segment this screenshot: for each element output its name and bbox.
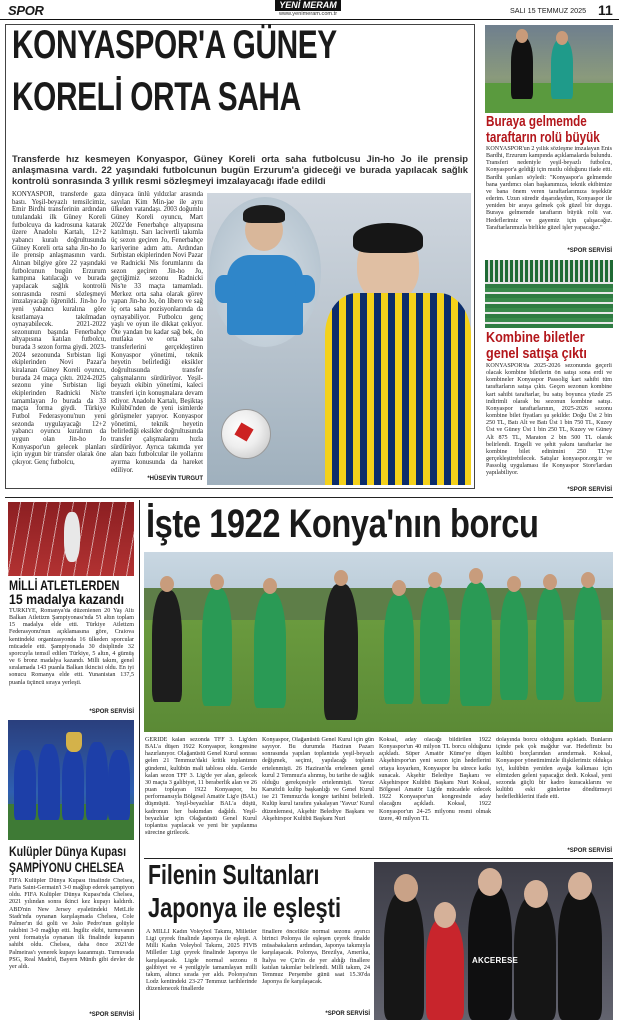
jersey-sponsor-text: AKCERESE xyxy=(472,956,519,965)
volleyball-byline: *SPOR SERVİSİ xyxy=(325,1011,370,1017)
konya1922-column-1: GERİDE kalan sezonda TFF 3. Lig'den BAL'a düşen 1922 Konyaspor, kongresine hazırlanıyor. Olağanüstü Genel Kurul sonrası gelen 21 Temmuz'daki kritik toplantının gündemi, kulübün mali tablosu oldu. Geride kalan sezon TFF 3. Lig'de yer alan, gelecek 30 maçta 3 galibiyet, 11 beraberlik alan ve 26 puan toplayan 1922 Konyaspor, bu performansıyla Bölgesel Amatör Lig'e (BAL) düşmüştü. Yeşil-beyazlılar BAL'a düştü, kadronun her bakımdan dağıldı. Yeşil-beyazlılar için Olağanüstü Genel Kurul toplantısı yapılacak ve yeni bir yapılanma sürecine girilecek. xyxy=(145,737,257,837)
volleyball-column-1: A MİLLİ Kadın Voleybol Takımı, Milletler Ligi çeyrek finalinde Japonya ile eşleşti. A Milli Kadın Voleybol Takımı, 2025 FIVB Milletler Ligi çeyrek finalinde Japonya ile karşılaşacak. Ligde normal sezonu 8 galibiyet ve 4 yenilgiyle tamamlayan milli takım, altıncı sırada yer aldı. Polonya'nın Lodz kentindeki 23-27 Temmuz tarihlerinde düzenlenecek finallerde xyxy=(146,929,257,993)
lead-headline-2: KORELİ ORTA SAHA xyxy=(12,75,301,119)
athletes-headline-1: MİLLİ ATLETLERDEN xyxy=(9,577,120,593)
sidebar-mid-headline-2: genel satışa çıktı xyxy=(486,345,587,362)
section-title: SPOR xyxy=(8,3,44,18)
lead-photo xyxy=(207,193,471,485)
sidebar-top-headline-2: taraftarın rolü büyük xyxy=(486,129,600,146)
sidebar-mid-body: KONYASPOR'da 2025-2026 sezonunda geçerli olacak kombine biletlerin ön satışı sona erdi ve kombineler Konyaspor Passolig kart sahibi tüm taraftarların satışa çıktı. Geçen sezonun kombine kart sahibi taraftarlar, bu satış boyunca yüzde 25 indirimli olarak bu sezonun kombine satışı. Konyaspor taraftarlarının, 2025-2026 sezonu kombine bilet fiyatları şu şekilde: Doğu Üst 2 bin 250 TL, Batı Alt ve Batı Üst 1 bin 750 TL, Kuzey Üst ve Güney Üst 1 bin 250 TL, Kuzey ve Güney Alt 875 TL, Maraton 2 bin 500 TL olarak belirlendi. Engelli ve şehit yakını taraftarlar ise kombine bilet edinimini 250 TL'ye gerçekleştirebilecek. Satışlar konyaspor.org.tr ve Passolig uygulaması ile Konyaspor Store'lardan yapılabiliyor. xyxy=(486,363,612,477)
chelsea-photo xyxy=(8,720,134,840)
sidebar-mid-headline-1: Kombine biletler xyxy=(486,329,585,346)
sidebar-mid-photo xyxy=(485,260,613,328)
konya1922-byline: *SPOR SERVİSİ xyxy=(567,848,612,854)
athletes-byline: *SPOR SERVİSİ xyxy=(89,709,134,715)
chelsea-body: FIFA Kulüpler Dünya Kupası finalinde Chelsea, Paris Saint-Germain'i 3-0 mağlup ederek şampiyon oldu. FIFA Kulüpler Dünya Kupası'nda Chelsea, 2021 yılından sonra ikinci kez kupayı kaldırdı. ABD'nin New Jersey eyaletindeki MetLife Stadı'nda oynanan karşılaşmada Chelsea, Cole Palmer'ın iki golü ve João Pedro'nun golüyle rakibini 3-0 mağlup etti. İngiliz ekibi, turnuvanın yeni formatıyla oynanan ilk finalinde kupanın sahibi oldu. Chelsea, daha önce 2021'de Palmeiras'ı yenerek kupayı kazanmıştı. Turnuvada PSG, Real Madrid, Bayern Münih gibi devler de yer aldı. xyxy=(9,878,134,970)
masthead-text: YENİ MERAM xyxy=(279,0,337,10)
volleyball-headline-2: Japonya ile eşleşti xyxy=(148,892,342,923)
sidebar-mid-byline: *SPOR SERVİSİ xyxy=(567,487,612,493)
konya1922-headline: İşte 1922 Konya'nın borcu xyxy=(146,502,539,546)
left-column-divider xyxy=(139,500,140,1020)
athletes-photo xyxy=(8,502,134,576)
sidebar-top-headline-1: Buraya gelmemde xyxy=(486,113,587,130)
volleyball-headline-1: Filenin Sultanları xyxy=(148,859,320,890)
lead-byline: *HÜSEYİN TURGUT xyxy=(147,476,203,482)
masthead-logo xyxy=(275,0,341,11)
lead-headline-1: KONYASPOR'A GÜNEY xyxy=(12,23,337,67)
lead-column-2: dünyaca ünlü yıldızlar arasında sayılan Kim Min-jae ile aynı ülkeden vatandaşı. 2003 doğumlu Güney Koreli oyuncu, Mart 2022'de Fenerbahçe altyapısına katılmıştı. Sarı lacivertli takımla üç sezon geçiren Jo, Fenerbahçe kariyerine adım attı. Ardından Sırbistan ekiplerinden Novi Pazar ve Radnicki Nis forumlarını da sezon geçiren Jin-ho Jo, geçtiğimiz sezonu Radnicki Nis'te 33 maçta tamamladı. Merkez orta saha olarak görev yapan Jin-ho Jo, ön libero ve sağ iç orta saha pozisyonlarında da oynayabiliyor. Futbolcu genç yaşlı ve oyun ile dikkat çekiyor. Öte yandan bu kadar sağ bek, ön mutlaka ve orta saha transferlerini gerçekleştiren Konyaspor yönetimi, teknik heyetin belirlediği eksikler doğrultusunda transfer çalışmalarını sürdürüyor. Yeşil-beyazlı ekibin yönetimi, kaleci transferi için konuşmalara devam ediyor. Anadolu Kartalı, Beşiktaş Kulübü'nden de yeni isimlerde görüşmeler yapıyor. Konyaspor yönetimi, teknik heyetin belirlediği eksikler doğrultusunda transfer çalışmalarını hızla sürdürüyor. Ayrıca takımda yer alan bazı futbolcular ile yollarını ayırma konusunda da hareket ediliyor. xyxy=(111,191,203,473)
chelsea-headline-1: Kulüpler Dünya Kupası xyxy=(9,843,127,859)
player-hair xyxy=(353,223,423,253)
konya1922-column-4: dolayında borcu olduğunu açıkladı. Bunların içinde pek çok mağdur var. Hedefimiz bu kulübü borçlarından arındırmak. Koksal, Konyaspor yönetimimizle ilişkilerimiz oldukça iyi, kulübün yeniden ayağa kalkması için elimizden geleni yapacağız dedi. Koksal, yeni sezonda güçlü bir kadro kuracaklarını ve kulübü eski günlerine döndürmeyi hedeflediklerini ifade etti. xyxy=(496,737,612,801)
website: www.yenimeram.com.tr xyxy=(278,11,338,17)
sidebar-top-body: KONYASPOR'un 2 yıllık sözleşme imzalayan Enis Bardhi, Erzurum kampında açıklamalarda bulundu. Transferi nedeniyle yeşil-beyazlı futbolcu, Konyaspor'a geldiği için mutlu olduğunu ifade etti. Bardhi şunları söyledi: "Konyaspor'a gelmemde bana yardımcı olan başkanımıza, teknik ekibimize ve bana önem veren taraftarlarımıza teşekkür ederim. Uzun süredir dışarıdaydım, Konyaspor ile yeniden bir araya gelmek çok güzel bir duygu. Buraya gelmemde taraftarın büyük rolü var. Hedeflerimiz ve gayemiz için çalışacağız. Taraftarlarımızla birlikte güzel işler yapacağız." xyxy=(486,146,612,231)
player-jersey xyxy=(325,293,471,485)
volleyball-photo xyxy=(374,862,613,1020)
divider xyxy=(5,497,613,498)
issue-date: SALI 15 TEMMUZ 2025 xyxy=(510,6,587,15)
volleyball-column-2: finallere öncelikle normal sezonu ayırıcı birinci Polonya ile eşleşen çeyrek finalde müsabakaların ardından, Japonya takımıyla karşılaşacak. Polonya, Brezilya, Amerika, İtalya ve Çin'in de yer aldığı finallere katılan takımlar belirlendi. Milli takım, 24 Temmuz Perşembe günü saat 15.30'da Japonya ile karşılaşacak. xyxy=(262,929,370,986)
chelsea-byline: *SPOR SERVİSİ xyxy=(89,1012,134,1018)
sidebar-top-photo xyxy=(485,25,613,113)
page-number: 11 xyxy=(598,2,613,18)
inset-photo xyxy=(209,197,321,347)
athletes-body: TÜRKİYE, Romanya'da düzenlenen 20 Yaş Altı Balkan Atletizm Şampiyonası'nda 5'i altın toplam 15 madalya elde etti. Türkiye Atletizm Federasyonu'nun açıklamasına göre, Craiova kentindeki organizasyonda 16 ülkeden sporcular mücadele etti. Şampiyonada 30 disiplinde 32 sporcuyla temsil edilen Türkiye, 5 altın, 4 gümüş ve 6 bronz madalya kazandı. Milli takım, genel sıralamada 143 puanla Balkan ikincisi oldu. En iyi sonucu Romanya elde etti. Yunanistan 137,5 puanla üçüncü sıraya yerleşti. xyxy=(9,608,134,686)
lead-deck: Transferde hız kesmeyen Konyaspor, Güney Koreli orta saha futbolcusu Jin-ho Jo ile prensip anlaşmasına vardı. 22 yaşındaki futbolcunun bugün Erzurum'a gideceği ve burada yapılacak sağlık kontrolü sonrasında 3 yıllık resmi sözleşmeyi imzalayacağı ifade edildi xyxy=(12,153,468,187)
athletes-headline-2: 15 madalya kazandı xyxy=(9,591,125,607)
lead-column-1: KONYASPOR, transferde gaza bastı. Yeşil-beyazlı temsilcimiz, Emir Birdhi transferinin ardından tutulandaki ilk Güney Koreli futbolcuya da kadrosuna katarak üzere Anadolu Kartalı, 12+2 yabancı kuralı doğrultusunda Güney Koreli orta saha Jin-ho Jo ile prensip anlaşmasının vardı. Alınan bilgiye göre 22 yaşındaki futbolcunun bugün Erzurum kampına katılacağı ve burada yapılacak sağlık kontrolü sonrasında resmi sözleşmeyi imzalayacağı öğrenildi. Jin-ho Jo yeni yabancı kuralına göre kısıtlamaya takılmadan oynayabilecek. 2021-2022 sezonunun başında Fenerbahçe altyapısına katılan futbolcu, burada 3 sezon forma giydi. 2023-2024 sezonunda Sırbistan ligi ekiplerinden Novi Pazar'a kiralanan Güney Koreli oyuncu, burada 24 maça çıktı. 2024-2025 sezonu yine Sırbistan ligi ekiplerinden Radnicki Nis'te tamamlayan Jo burada da 33 maçta forma giydi. Türkiye Futbol Federasyonu'nun yeni sezonda uygulayacağı 12+2 yabancı oyuncu kuralının da uygun olan Jin-ho Jo Konyaspor'un gelecek planları için uygun bir transfer olarak öne çıkıyor. Genç futbolcu, xyxy=(12,191,106,466)
konya1922-column-3: Koksal, aday olacağı bildirilen 1922 Konyaspor'un 40 milyon TL borcu olduğunu açıkladı. Süper Amatör Küme'ye düşen Akşehirspor'un yeni sezon için hedeflerini ortaya koyarken, Konyaspor bu sürece katkı sunacak. Akşehir Belediye Başkanı ve Akşehirspor Kulübü Başkanı Nuri Koksal, Bölgesel Amatör Lig'de mücadele edecek 1922 Konyaspor'un kongresinde aday olacağını açıkladı. Koksal, 1922 Konyaspor'un 24-25 milyonu resmi olmak üzere, 40 milyon TL xyxy=(379,737,491,822)
konya1922-column-2: Konyaspor, Olağanüstü Genel Kurul için gün sayıyor. Bu durumda Haziran Pazarı sonrasında yapılan toplantıda yeşil-beyazlı değişmek, seçimi, yapılacağı toplantı ertelenmişti. 26 Haziran'da ertelenen genel kurul 2 Temmuz'a alınmış, bu tarihe de sağlık olduğu gerekçesiyle ertelenmişti. Yavuz Karuözlü kulüp başkanlığı ve Genel Kurul ise 21 Temmuz'da kongre tarihini belirledi. Kulüp kurul tarafını yakalayan 'Yavuz' Kurul düzenlemesi, Akşehir Belediye Başkanı ve Akşehirspor Kulübü Başkanı Nuri xyxy=(262,737,374,822)
sidebar-top-byline: *SPOR SERVİSİ xyxy=(567,248,612,254)
chelsea-headline-2: ŞAMPİYONU CHELSEA xyxy=(9,859,125,875)
konya1922-photo xyxy=(144,552,613,732)
